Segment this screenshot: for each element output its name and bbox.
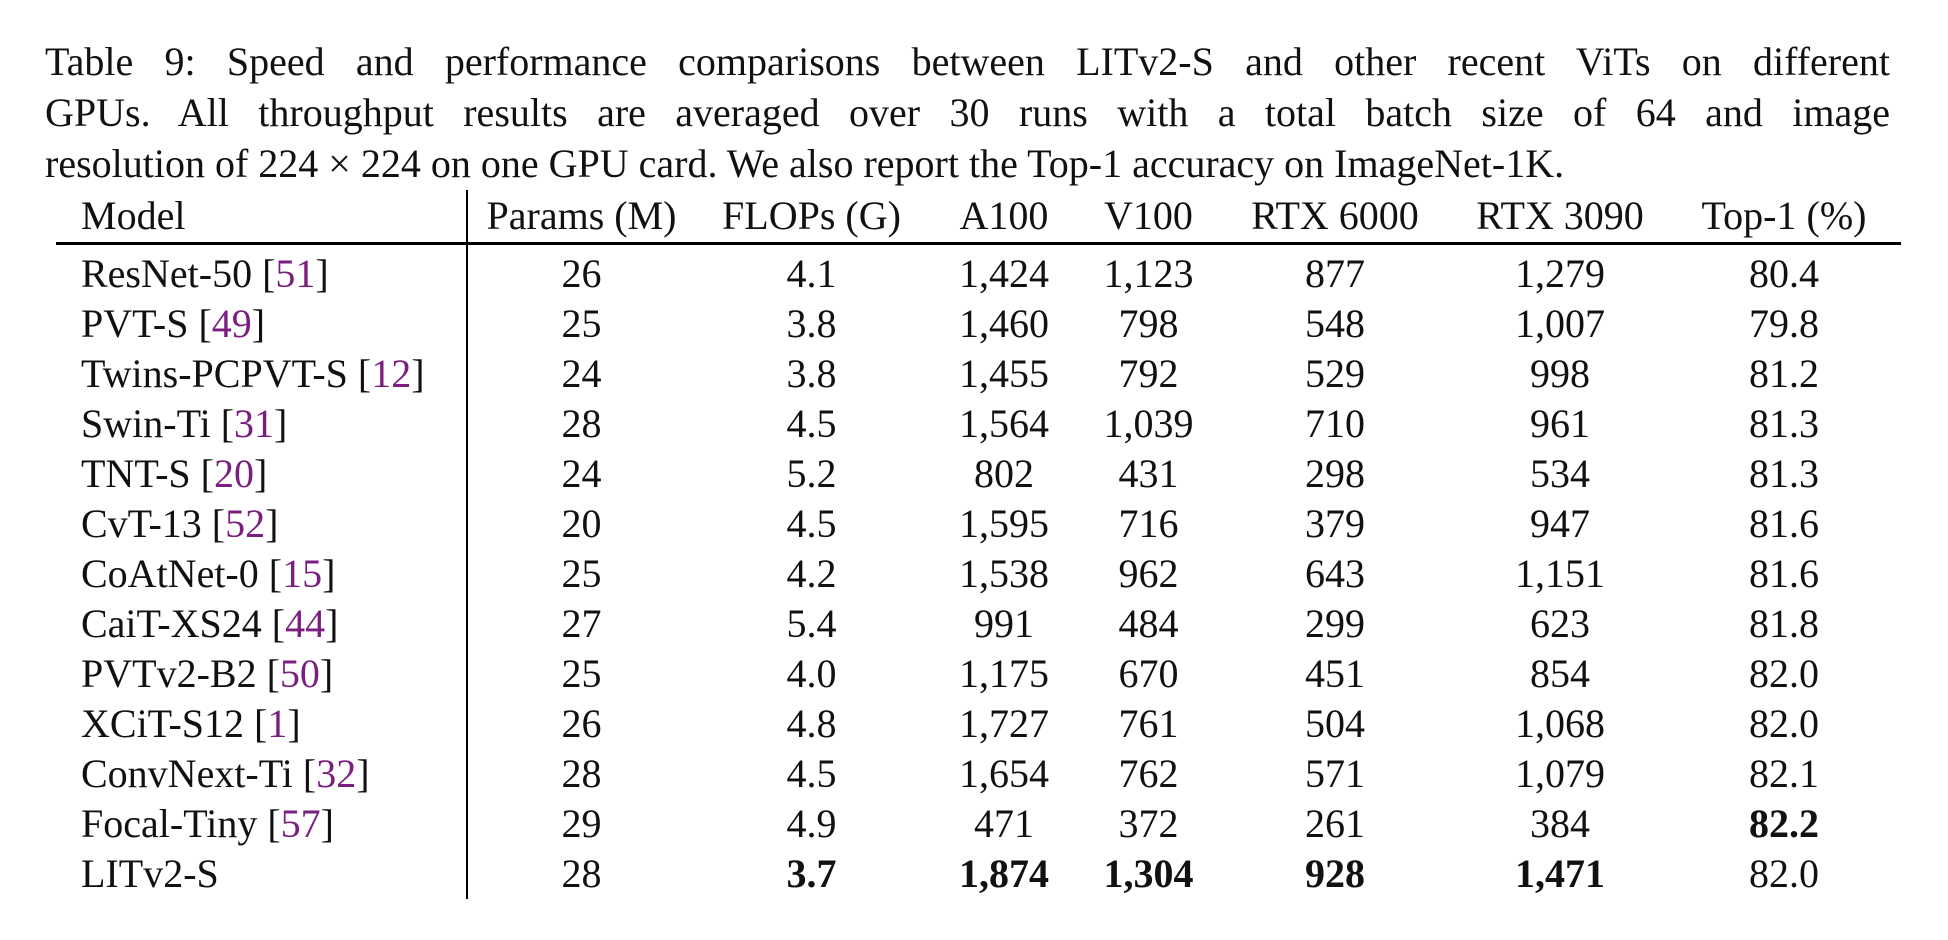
rtx3090-cell: 1,079 (1515, 751, 1605, 796)
header-params: Params (M) (467, 190, 695, 244)
rtx3090-cell: 534 (1530, 451, 1590, 496)
header-top1: Top-1 (%) (1667, 190, 1901, 244)
params-cell: 25 (561, 651, 602, 696)
rtx6000-cell: 451 (1305, 651, 1365, 696)
v100-cell: 798 (1118, 301, 1179, 346)
model-cell (56, 244, 467, 300)
header-v100: V100 (1080, 190, 1217, 244)
model-cell (56, 849, 467, 899)
v100-cell: 372 (1118, 801, 1179, 846)
table-row (56, 299, 1901, 349)
rtx3090-cell: 1,279 (1515, 251, 1605, 296)
header-rtx3090: RTX 3090 (1453, 190, 1667, 244)
header-model: Model (56, 190, 467, 244)
v100-cell: 762 (1118, 751, 1179, 796)
v100-cell: 761 (1118, 701, 1179, 746)
model-name: PVTv2-B2 [ (81, 651, 280, 696)
rtx3090-cell: 1,068 (1515, 701, 1605, 746)
params-cell: 25 (561, 551, 602, 596)
table-row (56, 244, 1901, 300)
model-name: CoAtNet-0 [ (81, 551, 283, 596)
citation-link[interactable]: 52 (225, 501, 266, 546)
flops-cell: 3.8 (786, 351, 837, 396)
model-name: CvT-13 [ (81, 501, 226, 546)
top1-cell: 82.2 (1749, 801, 1819, 846)
v100-cell: 962 (1118, 551, 1179, 596)
citation-bracket: ] (274, 401, 288, 446)
params-cell: 24 (561, 351, 602, 396)
params-cell: 26 (561, 251, 602, 296)
caption-line-3: resolution of 224 × 224 on one GPU card. We also report the Top-1 accuracy on ImageNet-1K. (45, 141, 1565, 186)
citation-link[interactable]: 12 (371, 351, 412, 396)
citation-bracket: ] (325, 601, 339, 646)
a100-cell: 1,654 (959, 751, 1049, 796)
a100-cell: 802 (974, 451, 1034, 496)
rtx6000-cell: 710 (1305, 401, 1365, 446)
model-cell (56, 649, 467, 699)
v100-cell: 1,123 (1103, 251, 1194, 296)
table-header-row (56, 190, 1901, 244)
model-cell (56, 749, 467, 799)
flops-cell: 4.8 (786, 701, 837, 746)
model-name: PVT-S [ (81, 301, 212, 346)
table-row (56, 599, 1901, 649)
model-name: Twins-PCPVT-S [ (81, 351, 372, 396)
flops-cell: 3.7 (786, 851, 837, 896)
model-cell (56, 799, 467, 849)
rtx3090-cell: 384 (1530, 801, 1590, 846)
model-name: Swin-Ti [ (81, 401, 235, 446)
citation-bracket: ] (265, 501, 279, 546)
rtx6000-cell: 299 (1305, 601, 1365, 646)
model-cell (56, 349, 467, 399)
params-cell: 29 (561, 801, 602, 846)
top1-cell: 81.6 (1749, 551, 1819, 596)
top1-cell: 81.2 (1749, 351, 1819, 396)
model-cell (56, 449, 467, 499)
flops-cell: 4.2 (786, 551, 837, 596)
rtx6000-cell: 548 (1305, 301, 1365, 346)
model-name: TNT-S [ (81, 451, 214, 496)
rtx6000-cell: 261 (1305, 801, 1365, 846)
top1-cell: 82.0 (1749, 651, 1819, 696)
model-name: LITv2-S (81, 851, 219, 896)
model-cell (56, 599, 467, 649)
model-cell (56, 299, 467, 349)
table-row (56, 449, 1901, 499)
citation-link[interactable]: 20 (213, 451, 254, 496)
model-name: CaiT-XS24 [ (81, 601, 286, 646)
table-row (56, 649, 1901, 699)
flops-cell: 4.5 (786, 401, 837, 446)
top1-cell: 82.0 (1749, 701, 1819, 746)
params-cell: 27 (561, 601, 602, 646)
model-cell (56, 699, 467, 749)
table-row (56, 749, 1901, 799)
rtx3090-cell: 961 (1530, 401, 1590, 446)
a100-cell: 1,424 (959, 251, 1049, 296)
top1-cell: 80.4 (1749, 251, 1819, 296)
top1-cell: 81.3 (1749, 451, 1819, 496)
table-row (56, 849, 1901, 899)
header-rtx6000: RTX 6000 (1217, 190, 1453, 244)
rtx6000-cell: 379 (1305, 501, 1365, 546)
model-name: ResNet-50 [ (81, 251, 276, 296)
a100-cell: 1,460 (959, 301, 1049, 346)
model-cell (56, 549, 467, 599)
flops-cell: 4.0 (786, 651, 837, 696)
citation-link[interactable]: 44 (285, 601, 326, 646)
rtx3090-cell: 1,007 (1515, 301, 1605, 346)
top1-cell: 82.1 (1749, 751, 1819, 796)
params-cell: 28 (561, 851, 602, 896)
citation-link[interactable]: 51 (275, 251, 316, 296)
rtx6000-cell: 504 (1305, 701, 1365, 746)
citation-bracket: ] (322, 551, 336, 596)
caption-line-1: Table 9: Speed and performance comparisons between LITv2-S and other recent ViTs on different (45, 39, 1890, 84)
a100-cell: 1,874 (959, 851, 1049, 896)
v100-cell: 670 (1118, 651, 1179, 696)
caption-line-2: GPUs. All throughput results are averaged over 30 runs with a total batch size of 64 and image (45, 90, 1890, 135)
rtx6000-cell: 529 (1305, 351, 1365, 396)
citation-link[interactable]: 32 (316, 751, 357, 796)
a100-cell: 1,727 (959, 701, 1049, 746)
table-row (56, 699, 1901, 749)
citation-link[interactable]: 57 (280, 801, 321, 846)
v100-cell: 1,039 (1103, 401, 1194, 446)
model-name: XCiT-S12 [ (81, 701, 268, 746)
citation-bracket: ] (315, 251, 329, 296)
table-row (56, 549, 1901, 599)
rtx3090-cell: 998 (1530, 351, 1590, 396)
citation-bracket: ] (411, 351, 425, 396)
rtx6000-cell: 928 (1305, 851, 1365, 896)
flops-cell: 4.9 (786, 801, 837, 846)
a100-cell: 991 (974, 601, 1034, 646)
model-cell (56, 499, 467, 549)
table-row (56, 399, 1901, 449)
flops-cell: 4.5 (786, 751, 837, 796)
model-cell (56, 399, 467, 449)
rtx6000-cell: 877 (1305, 251, 1365, 296)
rtx3090-cell: 947 (1530, 501, 1590, 546)
params-cell: 28 (561, 401, 602, 446)
table-row (56, 499, 1901, 549)
citation-bracket: ] (320, 801, 334, 846)
table-row (56, 799, 1901, 849)
top1-cell: 82.0 (1749, 851, 1819, 896)
v100-cell: 484 (1118, 601, 1179, 646)
rtx3090-cell: 623 (1530, 601, 1590, 646)
header-a100: A100 (928, 190, 1080, 244)
a100-cell: 1,175 (959, 651, 1049, 696)
citation-bracket: ] (251, 301, 266, 346)
flops-cell: 5.4 (786, 601, 837, 646)
a100-cell: 1,455 (959, 351, 1049, 396)
citation-bracket: ] (287, 701, 301, 746)
flops-cell: 4.1 (786, 251, 837, 296)
a100-cell: 471 (974, 801, 1034, 846)
table-row (56, 349, 1901, 399)
rtx3090-cell: 1,471 (1515, 851, 1605, 896)
model-name: Focal-Tiny [ (81, 801, 281, 846)
top1-cell: 81.8 (1749, 601, 1819, 646)
v100-cell: 716 (1118, 501, 1179, 546)
v100-cell: 792 (1118, 351, 1179, 396)
citation-bracket: ] (356, 751, 370, 796)
top1-cell: 81.6 (1749, 501, 1819, 546)
params-cell: 25 (561, 301, 602, 346)
v100-cell: 1,304 (1103, 851, 1194, 896)
a100-cell: 1,538 (959, 551, 1049, 596)
flops-cell: 3.8 (786, 301, 837, 346)
rtx6000-cell: 298 (1305, 451, 1365, 496)
table-caption (45, 36, 1890, 189)
citation-bracket: ] (253, 451, 268, 496)
rtx6000-cell: 571 (1305, 751, 1365, 796)
citation-link[interactable]: 15 (282, 551, 323, 596)
flops-cell: 4.5 (786, 501, 837, 546)
rtx3090-cell: 1,151 (1515, 551, 1605, 596)
a100-cell: 1,595 (959, 501, 1049, 546)
header-flops: FLOPs (G) (695, 190, 928, 244)
citation-link[interactable]: 50 (279, 651, 320, 696)
comparison-table (56, 190, 1901, 899)
citation-link[interactable]: 49 (211, 301, 252, 346)
table-body (56, 244, 1901, 900)
a100-cell: 1,564 (959, 401, 1049, 446)
top1-cell: 79.8 (1749, 301, 1819, 346)
params-cell: 20 (561, 501, 602, 546)
rtx3090-cell: 854 (1530, 651, 1590, 696)
model-name: ConvNext-Ti [ (81, 751, 317, 796)
top1-cell: 81.3 (1749, 401, 1819, 446)
flops-cell: 5.2 (786, 451, 837, 496)
params-cell: 26 (561, 701, 602, 746)
params-cell: 28 (561, 751, 602, 796)
params-cell: 24 (561, 451, 602, 496)
citation-link[interactable]: 31 (234, 401, 275, 446)
rtx6000-cell: 643 (1305, 551, 1365, 596)
citation-bracket: ] (319, 651, 334, 696)
citation-link[interactable]: 1 (267, 701, 288, 746)
v100-cell: 431 (1118, 451, 1179, 496)
